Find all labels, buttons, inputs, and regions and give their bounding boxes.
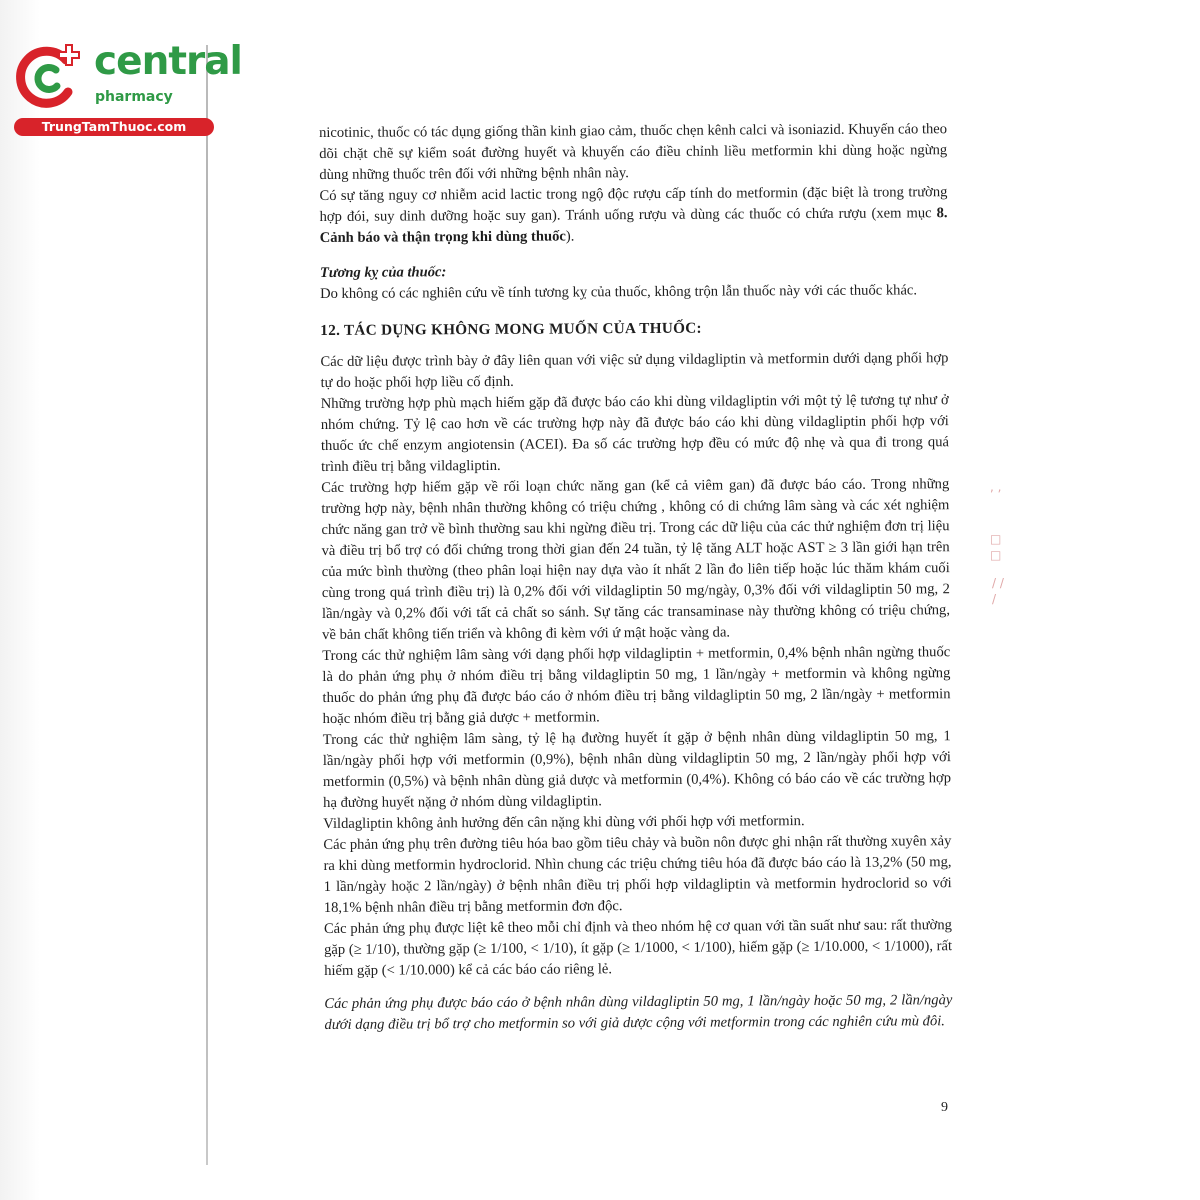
paragraph: Các dữ liệu được trình bày ở đây liên quan với việc sử dụng vildagliptin và metformin dưới dạng phối hợp tự do hoặc phối hợp liều cố định.	[320, 350, 949, 391]
paragraph-alcohol	[319, 182, 947, 249]
paragraph: Các phản ứng phụ trên đường tiêu hóa bao gồm tiêu chảy và buồn nôn được ghi nhận rất thường xuyên xảy ra khi dùng metformin hydroclorid. Nhìn chung các triệu chứng tiêu hóa đã được báo cáo là 13,2% (50 mg, 1 lần/ngày hoặc 2 lần/ngày) ở bệnh nhân điều trị phối hợp vildagliptin và metformin hydroclorid so với 18,1% bệnh nhân điều trị bằng metformin đơn độc.	[323, 833, 952, 916]
central-pharmacy-logo[interactable]	[8, 36, 242, 136]
document-body	[319, 119, 953, 1036]
paragraph: Các phản ứng phụ được liệt kê theo mỗi chỉ định và theo nhóm hệ cơ quan với tần suất như sau: rất thường gặp (≥ 1/10), thường gặp (≥ 1/100, < 1/10), ít gặp (≥ 1/1000, < 1/100), hiếm gặp (≥ 1/10.000, < 1/1000), rất hiếm gặp (< 1/10.000) kể cả các báo cáo riêng lẻ.	[323, 917, 953, 979]
paragraph: Trong các thử nghiệm lâm sàng với dạng phối hợp vildagliptin + metformin, 0,4% bệnh nhân ngừng thuốc là do phản ứng phụ ở nhóm điều trị bằng vildagliptin 50 mg, 1 lần/ngày + metformin và không ngừng thuốc do phản ứng phụ đã được báo cáo ở nhóm điều trị bằng vildagliptin 50 mg, 2 lần/ngày + metformin hoặc nhóm điều trị bằng giả dược + metformin.	[322, 644, 951, 727]
paragraph: Trong các thử nghiệm lâm sàng, tỷ lệ hạ đường huyết ít gặp ở bệnh nhân dùng vildagliptin 50 mg, 1 lần/ngày phối hợp với metformin (0,9%), bệnh nhân dùng vildagliptin 50 mg, 2 lần/ngày phối hợp với metformin (0,5%) và bệnh nhân dùng giả dược và metformin (0,4%). Không có báo cáo về các trường hợp hạ đường huyết nặng ở nhóm dùng vildagliptin.	[322, 728, 952, 811]
paragraph: Những trường hợp phù mạch hiếm gặp đã được báo cáo khi dùng vildagliptin với một tỷ lệ tương tự như ở nhóm chứng. Tỷ lệ cao hơn về các trường hợp này đã được báo cáo khi dùng vildagliptin phối hợp với thuốc ức chế enzym angiotensin (ACEI). Đa số các trường hợp đều có mức độ nhẹ và qua đi trong quá trình điều trị bằng vildagliptin.	[320, 392, 950, 475]
logo-c-cross-icon	[10, 40, 86, 116]
paragraph: Các trường hợp hiếm gặp về rối loạn chức năng gan (kể cả viêm gan) đã được báo cáo. Trong những trường hợp này, bệnh nhân thường không có triệu chứng , không có di chứng lâm sàng và các xét nghiệm chức năng gan trở về bình thường sau khi ngừng điều trị. Trong các dữ liệu của các thử nghiệm đơn trị liệu và điều trị bổ trợ có đối chứng trong thời gian đến 24 tuần, tỷ lệ tăng ALT hoặc AST ≥ 3 lần giới hạn trên của mức bình thường (theo phân loại hiện nay dựa vào ít nhất 2 lần đo liên tiếp hoặc lúc thăm khám cuối cùng trong quá trình điều trị) là 0,2% đối với vildagliptin 50 mg/ngày, 0,3% đối với vildagliptin 50 mg, 2 lần/ngày và 0,2% đối với tất cả chất so sánh. Sự tăng các transaminase này thường không có triệu chứng, về bản chất không tiến triển và không đi kèm với ứ mật hoặc vàng da.	[321, 476, 951, 643]
page-number: 9	[941, 1100, 948, 1115]
logo-subtitle: pharmacy	[95, 89, 173, 105]
alcohol-tail: ).	[565, 228, 575, 245]
logo-url-badge[interactable]: TrungTamThuoc.com	[14, 118, 214, 136]
paragraph: Vildagliptin không ảnh hưởng đến cân nặng khi dùng với phối hợp với metformin.	[323, 813, 805, 832]
incompatibility-text: Do không có các nghiên cứu về tính tương kỵ của thuốc, không trộn lẫn thuốc này với các thuốc khác.	[319, 282, 918, 302]
page-fold-line	[206, 45, 208, 1165]
logo-name: central	[94, 39, 242, 84]
alcohol-crossref: 8. Cảnh báo và thận trọng khi dùng thuốc	[319, 205, 948, 246]
paragraph-interactions: nicotinic, thuốc có tác dụng giống thần kinh giao cảm, thuốc chẹn kênh calci và isoniazid. Khuyến cáo theo dõi chặt chẽ sự kiểm soát đường huyết và khuyến cáo điều chỉnh liều metformin khi dùng hoặc ngừng dùng những thuốc trên đối với những bệnh nhân này.	[319, 121, 948, 183]
alcohol-text: Có sự tăng nguy cơ nhiễm acid lactic trong ngộ độc rượu cấp tính do metformin (đặc biệt là trong trường hợp đói, suy dinh dưỡng hoặc suy gan). Tránh uống rượu và dùng các thuốc có chứa rượu (xem mục	[319, 184, 948, 225]
incompatibility-heading: Tương kỵ của thuốc:	[319, 264, 447, 281]
margin-stamp-marks: , , □ □ / / /	[990, 480, 1004, 606]
section-heading: 12. TÁC DỤNG KHÔNG MONG MUỐN CỦA THUỐC:	[320, 319, 702, 339]
italic-table-caption: Các phản ứng phụ được báo cáo ở bệnh nhân dùng vildagliptin 50 mg, 1 lần/ngày hoặc 50 mg, 2 lần/ngày dưới dạng điều trị bổ trợ cho metformin so với giả dược cộng với metformin trong các nghiên cứu mù đôi.	[324, 992, 953, 1033]
